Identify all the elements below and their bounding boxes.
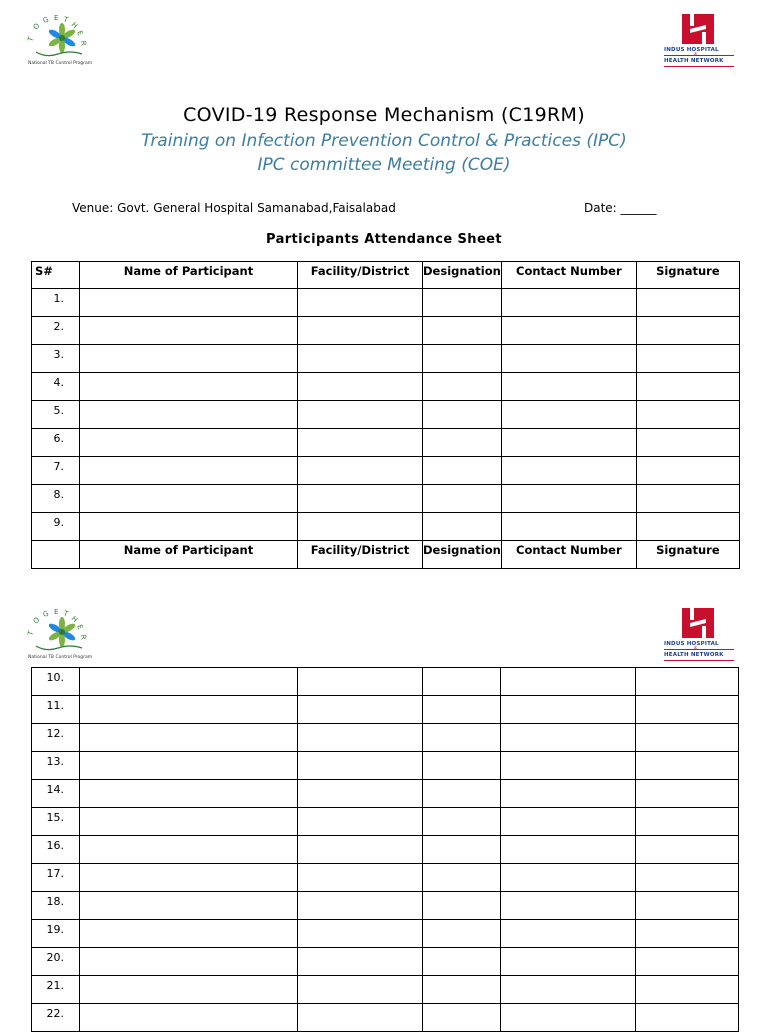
row-number: 13. [32,752,80,780]
facility-cell[interactable] [298,920,423,948]
participant-name-cell[interactable] [80,976,298,1004]
designation-cell[interactable] [423,752,501,780]
contact-cell[interactable] [501,780,636,808]
row-number: 18. [32,892,80,920]
participant-name-cell[interactable] [80,457,298,485]
table-row [32,696,739,724]
indus-logo-page2 [660,606,738,662]
meeting-subtitle: IPC committee Meeting (COE) [257,155,511,175]
page-title: COVID-19 Response Mechanism (C19RM) [183,104,585,126]
table-row [32,401,740,429]
signature-cell[interactable] [636,289,739,317]
signature-cell[interactable] [636,668,739,696]
contact-cell[interactable] [501,345,636,373]
designation-cell[interactable] [423,892,501,920]
svg-text:T: T [26,35,36,43]
ntp-logo-page2 [26,608,96,664]
table-row [32,485,740,513]
footer-header-designation: Designation [423,541,502,569]
contact-cell[interactable] [501,373,636,401]
row-number: 8. [32,485,80,513]
designation-cell[interactable] [423,668,501,696]
signature-cell[interactable] [636,864,739,892]
row-number: 11. [32,696,80,724]
designation-cell[interactable] [423,485,502,513]
contact-cell[interactable] [501,892,636,920]
designation-cell[interactable] [423,976,501,1004]
participant-name-cell[interactable] [80,485,298,513]
table-row [32,836,739,864]
ntp-caption: National TB Control Program [28,61,93,66]
indus-name-line1-page2: INDUS HOSPITAL [664,641,719,647]
participant-name-cell[interactable] [80,752,298,780]
facility-cell[interactable] [298,373,423,401]
table-row [32,513,740,541]
row-number: 22. [32,1004,80,1032]
signature-cell[interactable] [636,513,739,541]
svg-text:R: R [79,634,88,641]
svg-text:E: E [54,608,59,616]
svg-text:E: E [75,623,85,631]
designation-cell[interactable] [423,864,501,892]
designation-cell[interactable] [423,429,502,457]
row-number: 21. [32,976,80,1004]
participant-name-cell[interactable] [80,920,298,948]
signature-cell[interactable] [636,780,739,808]
signature-cell[interactable] [636,724,739,752]
designation-cell[interactable] [423,317,502,345]
facility-cell[interactable] [298,1004,423,1032]
table-row [32,373,740,401]
table-row [32,808,739,836]
venue-text: Venue: Govt. General Hospital Samanabad,Faisalabad [72,201,396,215]
signature-cell[interactable] [636,457,739,485]
designation-cell[interactable] [423,808,501,836]
participant-name-cell[interactable] [80,429,298,457]
row-number: 4. [32,373,80,401]
table-row [32,724,739,752]
designation-cell[interactable] [423,780,501,808]
ntp-logo [26,14,96,70]
ntp-caption-page2: National TB Control Program [28,655,93,660]
participant-name-cell[interactable] [80,373,298,401]
participant-name-cell[interactable] [80,668,298,696]
facility-cell[interactable] [298,289,423,317]
indus-rule-bottom [664,66,734,67]
indus-name-line2: HEALTH NETWORK [664,58,724,64]
svg-text:G: G [41,15,50,25]
signature-cell[interactable] [636,373,739,401]
facility-cell[interactable] [298,724,423,752]
participant-name-cell[interactable] [80,808,298,836]
contact-cell[interactable] [501,668,636,696]
footer-header-signature: Signature [636,541,739,569]
svg-text:R: R [79,40,88,47]
table-row [32,892,739,920]
contact-cell[interactable] [501,429,636,457]
designation-cell[interactable] [423,1004,501,1032]
table-row [32,752,739,780]
contact-cell[interactable] [501,457,636,485]
indus-name-line1: INDUS HOSPITAL [664,47,719,53]
facility-cell[interactable] [298,513,423,541]
svg-text:G: G [41,609,50,619]
participant-name-cell[interactable] [80,513,298,541]
date-field[interactable]: Date: ______ [584,201,657,215]
designation-cell[interactable] [423,457,502,485]
facility-cell[interactable] [298,668,423,696]
indus-rule-page2 [664,649,734,650]
signature-cell[interactable] [636,485,739,513]
contact-cell[interactable] [501,696,636,724]
table-row [32,920,739,948]
indus-logo [660,12,738,68]
contact-cell[interactable] [501,317,636,345]
contact-cell[interactable] [501,724,636,752]
contact-cell[interactable] [501,401,636,429]
participant-name-cell[interactable] [80,892,298,920]
attendance-table [31,261,740,569]
table-row [32,457,740,485]
signature-cell[interactable] [636,401,739,429]
row-number: 12. [32,724,80,752]
designation-cell[interactable] [423,373,502,401]
svg-text:E: E [54,14,59,22]
facility-cell[interactable] [298,317,423,345]
row-number: 16. [32,836,80,864]
row-number: 15. [32,808,80,836]
facility-cell[interactable] [298,485,423,513]
facility-cell[interactable] [298,457,423,485]
signature-cell[interactable] [636,920,739,948]
row-number: 9. [32,513,80,541]
svg-text:T: T [62,15,70,25]
signature-cell[interactable] [636,948,739,976]
designation-cell[interactable] [423,696,501,724]
table-row [32,429,740,457]
table-row [32,1004,739,1032]
facility-cell[interactable] [298,429,423,457]
contact-cell[interactable] [501,948,636,976]
row-number: 17. [32,864,80,892]
table-row [32,668,739,696]
svg-text:H: H [69,614,79,625]
indus-name-line2-page2: HEALTH NETWORK [664,652,724,658]
footer-header-name: Name of Participant [80,541,298,569]
signature-cell[interactable] [636,976,739,1004]
svg-text:E: E [75,29,85,37]
signature-cell[interactable] [636,696,739,724]
col-header-contact: Contact Number [501,262,636,289]
contact-cell[interactable] [501,864,636,892]
table-row [32,976,739,1004]
footer-cell-blank [32,541,80,569]
designation-cell[interactable] [423,401,502,429]
facility-cell[interactable] [298,864,423,892]
contact-cell[interactable] [501,836,636,864]
svg-text:O: O [31,21,42,32]
participant-name-cell[interactable] [80,696,298,724]
designation-cell[interactable] [423,920,501,948]
contact-cell[interactable] [501,289,636,317]
signature-cell[interactable] [636,808,739,836]
col-header-sn: S# [32,262,80,289]
indus-rule [664,55,734,56]
participant-name-cell[interactable] [80,317,298,345]
contact-cell[interactable] [501,920,636,948]
participant-name-cell[interactable] [80,836,298,864]
col-header-designation: Designation [423,262,502,289]
facility-cell[interactable] [298,780,423,808]
sheet-title: Participants Attendance Sheet [265,232,502,247]
signature-cell[interactable] [636,892,739,920]
contact-cell[interactable] [501,485,636,513]
svg-text:H: H [69,20,79,31]
facility-cell[interactable] [298,892,423,920]
facility-cell[interactable] [298,948,423,976]
table-row [32,948,739,976]
col-header-signature: Signature [636,262,739,289]
facility-cell[interactable] [298,696,423,724]
row-number: 2. [32,317,80,345]
facility-cell[interactable] [298,345,423,373]
svg-text:T: T [62,609,70,619]
participant-name-cell[interactable] [80,948,298,976]
col-header-name: Name of Participant [80,262,298,289]
row-number: 7. [32,457,80,485]
signature-cell[interactable] [636,345,739,373]
col-header-facility: Facility/District [298,262,423,289]
designation-cell[interactable] [423,948,501,976]
indus-rule-bottom-page2 [664,660,734,661]
participant-name-cell[interactable] [80,401,298,429]
designation-cell[interactable] [423,513,502,541]
participant-name-cell[interactable] [80,289,298,317]
footer-header-facility: Facility/District [298,541,423,569]
designation-cell[interactable] [423,289,502,317]
svg-text:T: T [26,629,36,637]
contact-cell[interactable] [501,808,636,836]
footer-header-contact: Contact Number [501,541,636,569]
table-row [32,780,739,808]
facility-cell[interactable] [298,401,423,429]
row-number: 10. [32,668,80,696]
designation-cell[interactable] [423,836,501,864]
attendance-table-continued [31,667,739,1032]
contact-cell[interactable] [501,752,636,780]
participant-name-cell[interactable] [80,345,298,373]
signature-cell[interactable] [636,317,739,345]
participant-name-cell[interactable] [80,780,298,808]
contact-cell[interactable] [501,1004,636,1032]
row-number: 19. [32,920,80,948]
table-row [32,345,740,373]
row-number: 5. [32,401,80,429]
table-header-row [32,262,740,289]
signature-cell[interactable] [636,752,739,780]
facility-cell[interactable] [298,836,423,864]
contact-cell[interactable] [501,513,636,541]
table-row [32,317,740,345]
designation-cell[interactable] [423,345,502,373]
signature-cell[interactable] [636,1004,739,1032]
table-row [32,864,739,892]
facility-cell[interactable] [298,752,423,780]
signature-cell[interactable] [636,836,739,864]
row-number: 1. [32,289,80,317]
contact-cell[interactable] [501,976,636,1004]
participant-name-cell[interactable] [80,724,298,752]
row-number: 14. [32,780,80,808]
designation-cell[interactable] [423,724,501,752]
participant-name-cell[interactable] [80,1004,298,1032]
facility-cell[interactable] [298,976,423,1004]
signature-cell[interactable] [636,429,739,457]
svg-text:O: O [31,615,42,626]
row-number: 6. [32,429,80,457]
row-number: 3. [32,345,80,373]
table-footer-row [32,541,740,569]
table-row [32,289,740,317]
facility-cell[interactable] [298,808,423,836]
training-subtitle: Training on Infection Prevention Control & Practices (IPC) [141,131,627,151]
row-number: 20. [32,948,80,976]
participant-name-cell[interactable] [80,864,298,892]
indus-amp: & [694,52,698,58]
indus-amp-page2: & [694,646,698,652]
